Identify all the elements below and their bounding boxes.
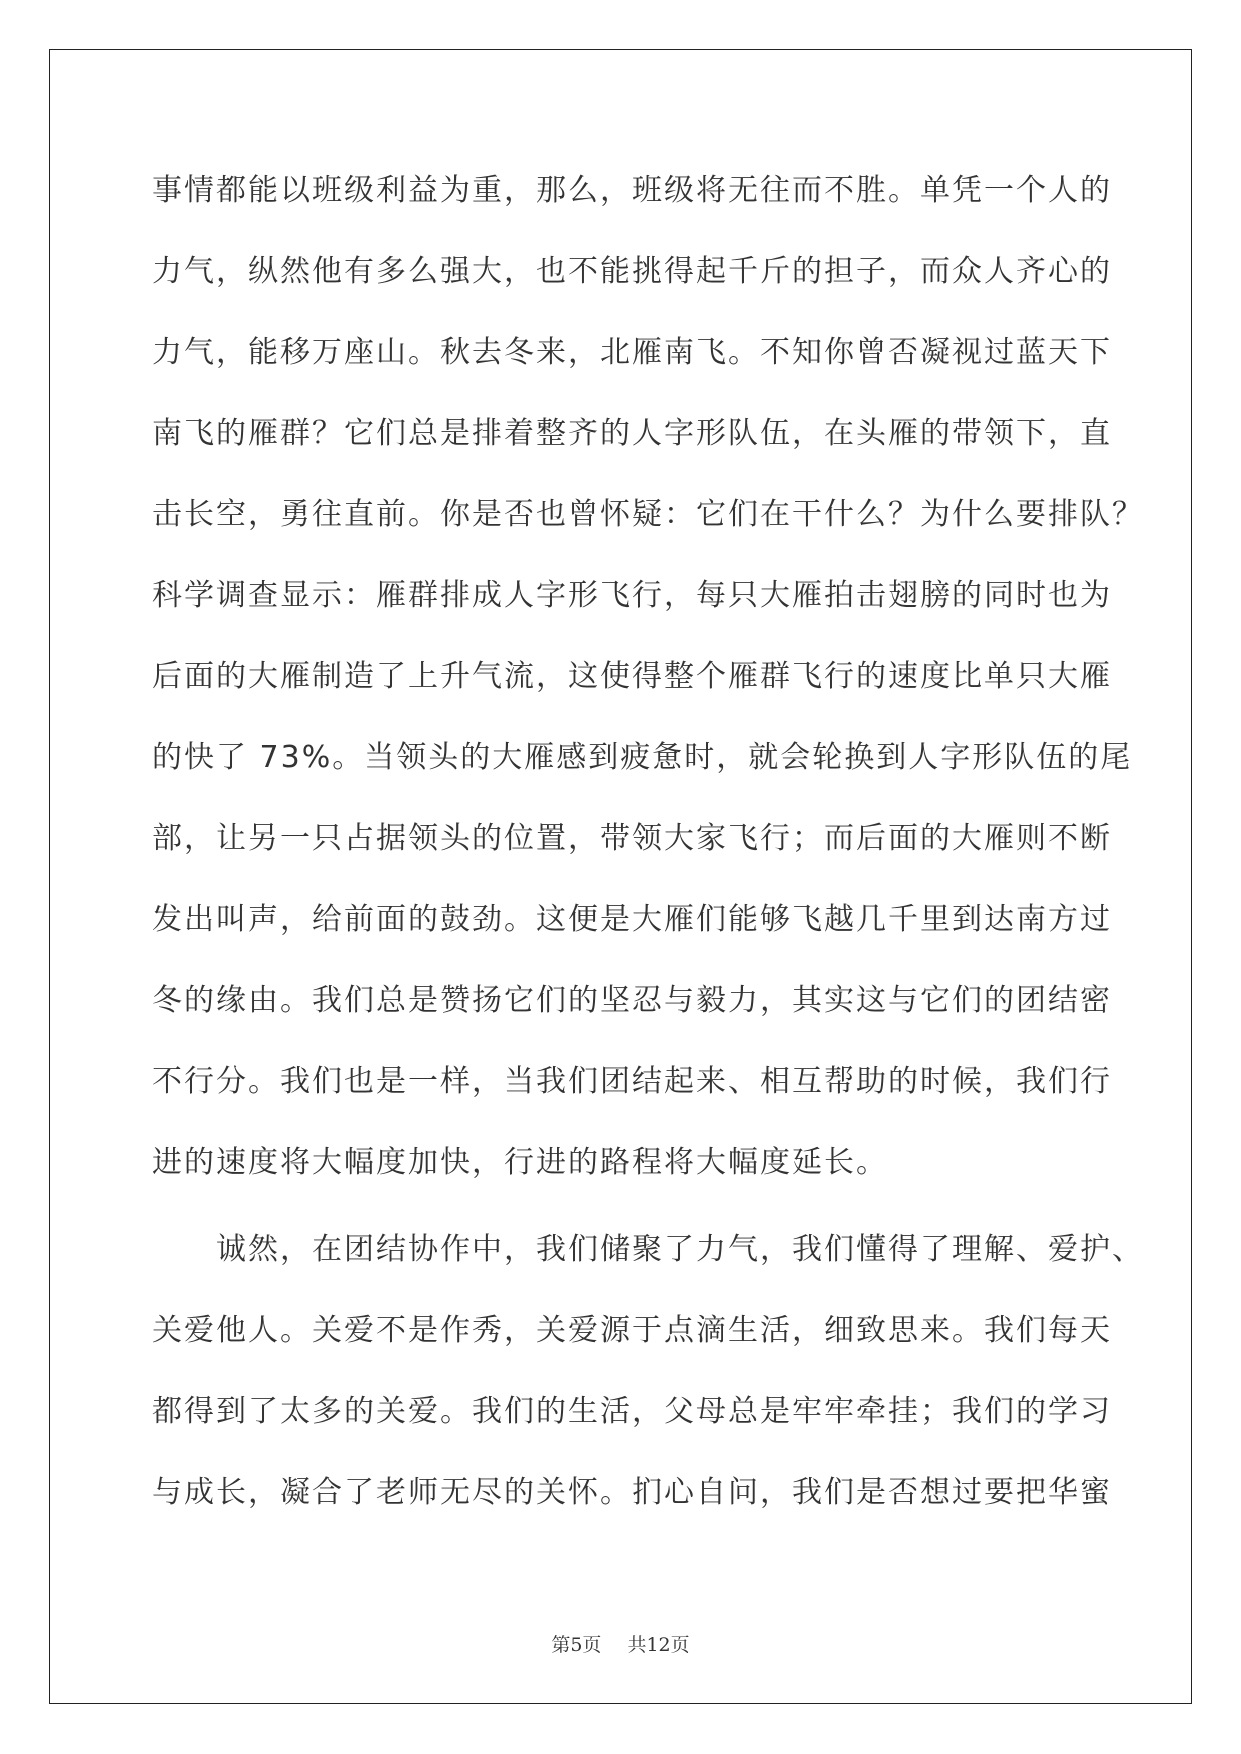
page-footer — [0, 1630, 1241, 1657]
text-line: 发出叫声，给前面的鼓劲。这便是大雁们能够飞越几千里到达南方过 — [152, 902, 1112, 937]
page-number: 第5页 — [551, 1634, 602, 1656]
text-line: 部，让另一只占据领头的位置，带领大家飞行；而后面的大雁则不断 — [152, 821, 1112, 856]
text-line: 都得到了太多的关爱。我们的生活，父母总是牢牢牵挂；我们的学习 — [152, 1394, 1112, 1429]
page-total: 共12页 — [627, 1634, 690, 1656]
text-line: 力气，纵然他有多么强大，也不能挑得起千斤的担子，而众人齐心的 — [152, 254, 1112, 289]
paragraph-1 — [152, 150, 1144, 1203]
text-line: 事情都能以班级利益为重，那么，班级将无往而不胜。单凭一个人的 — [152, 173, 1112, 208]
text-line: 诚然，在团结协作中，我们储聚了力气，我们懂得了理解、爱护、 — [216, 1232, 1144, 1267]
text-line: 后面的大雁制造了上升气流，这使得整个雁群飞行的速度比单只大雁 — [152, 659, 1112, 694]
text-line: 力气，能移万座山。秋去冬来，北雁南飞。不知你曾否凝视过蓝天下 — [152, 335, 1112, 370]
text-line: 冬的缘由。我们总是赞扬它们的坚忍与毅力，其实这与它们的团结密 — [152, 983, 1112, 1018]
text-line: 进的速度将大幅度加快，行进的路程将大幅度延长。 — [152, 1145, 888, 1180]
text-line: 的快了 73%。当领头的大雁感到疲惫时，就会轮换到人字形队伍的尾 — [152, 740, 1133, 775]
text-line: 南飞的雁群？它们总是排着整齐的人字形队伍，在头雁的带领下，直 — [152, 416, 1112, 451]
text-line: 击长空，勇往直前。你是否也曾怀疑：它们在干什么？为什么要排队？ — [152, 497, 1144, 532]
text-line: 科学调查显示：雁群排成人字形飞行，每只大雁拍击翅膀的同时也为 — [152, 578, 1112, 613]
text-line: 与成长，凝合了老师无尽的关怀。扪心自问，我们是否想过要把华蜜 — [152, 1475, 1112, 1510]
text-line: 不行分。我们也是一样，当我们团结起来、相互帮助的时候，我们行 — [152, 1064, 1112, 1099]
paragraph-2 — [152, 1209, 1144, 1533]
document-body — [152, 150, 1144, 1533]
text-line: 关爱他人。关爱不是作秀，关爱源于点滴生活，细致思来。我们每天 — [152, 1313, 1112, 1348]
